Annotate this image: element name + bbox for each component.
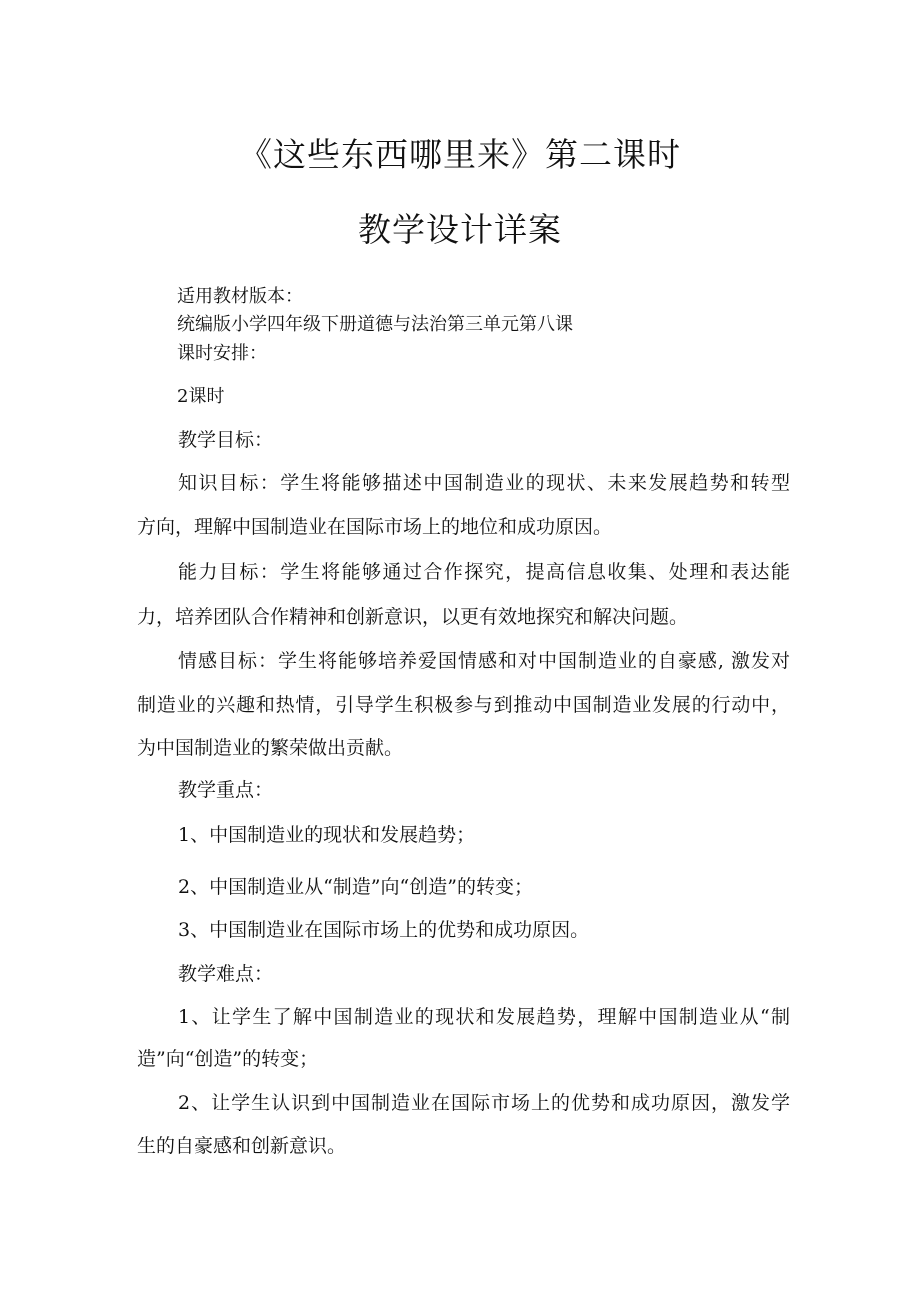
emotion-objective-line: 制造业的兴趣和热情，引导学生积极参与到推动中国制造业发展的行动中， [137, 694, 790, 716]
difficulty-item-line: 造”向“创造”的转变； [137, 1048, 319, 1070]
knowledge-objective-line: 方向，理解中国制造业在国际市场上的地位和成功原因。 [137, 516, 613, 538]
edition-label: 适用教材版本： [177, 286, 303, 307]
difficulty-item-line: 生的自豪感和创新意识。 [137, 1135, 347, 1157]
difficulties-heading: 教学难点： [178, 963, 274, 985]
difficulty-item-line: 1、让学生了解中国制造业的现状和发展趋势，理解中国制造业从“制 [178, 1006, 790, 1028]
schedule-value: 2课时 [177, 386, 225, 407]
edition-value: 统编版小学四年级下册道德与法治第三单元第八课 [177, 314, 573, 335]
schedule-label: 课时安排： [177, 343, 267, 364]
objectives-heading: 教学目标： [178, 429, 274, 451]
document-title: 《这些东西哪里来》第二课时 [239, 135, 681, 174]
key-point-item: 3、中国制造业在国际市场上的优势和成功原因。 [178, 919, 590, 941]
key-point-item: 2、中国制造业从“制造”向“创造”的转变； [178, 876, 533, 898]
ability-objective-line: 力，培养团队合作精神和创新意识，以更有效地探究和解决问题。 [137, 606, 689, 628]
ability-objective-line: 能力目标：学生将能够通过合作探究，提高信息收集、处理和表达能 [178, 561, 790, 583]
key-points-heading: 教学重点： [178, 779, 274, 801]
document-subtitle: 教学设计详案 [358, 210, 562, 249]
knowledge-objective-line: 知识目标：学生将能够描述中国制造业的现状、未来发展趋势和转型 [178, 472, 790, 494]
key-point-item: 1、中国制造业的现状和发展趋势； [178, 824, 476, 846]
difficulty-item-line: 2、让学生认识到中国制造业在国际市场上的优势和成功原因，激发学 [178, 1092, 790, 1114]
emotion-objective-line: 情感目标：学生将能够培养爱国情感和对中国制造业的自豪感, 激发对 [178, 650, 790, 672]
emotion-objective-line: 为中国制造业的繁荣做出贡献。 [137, 737, 404, 759]
